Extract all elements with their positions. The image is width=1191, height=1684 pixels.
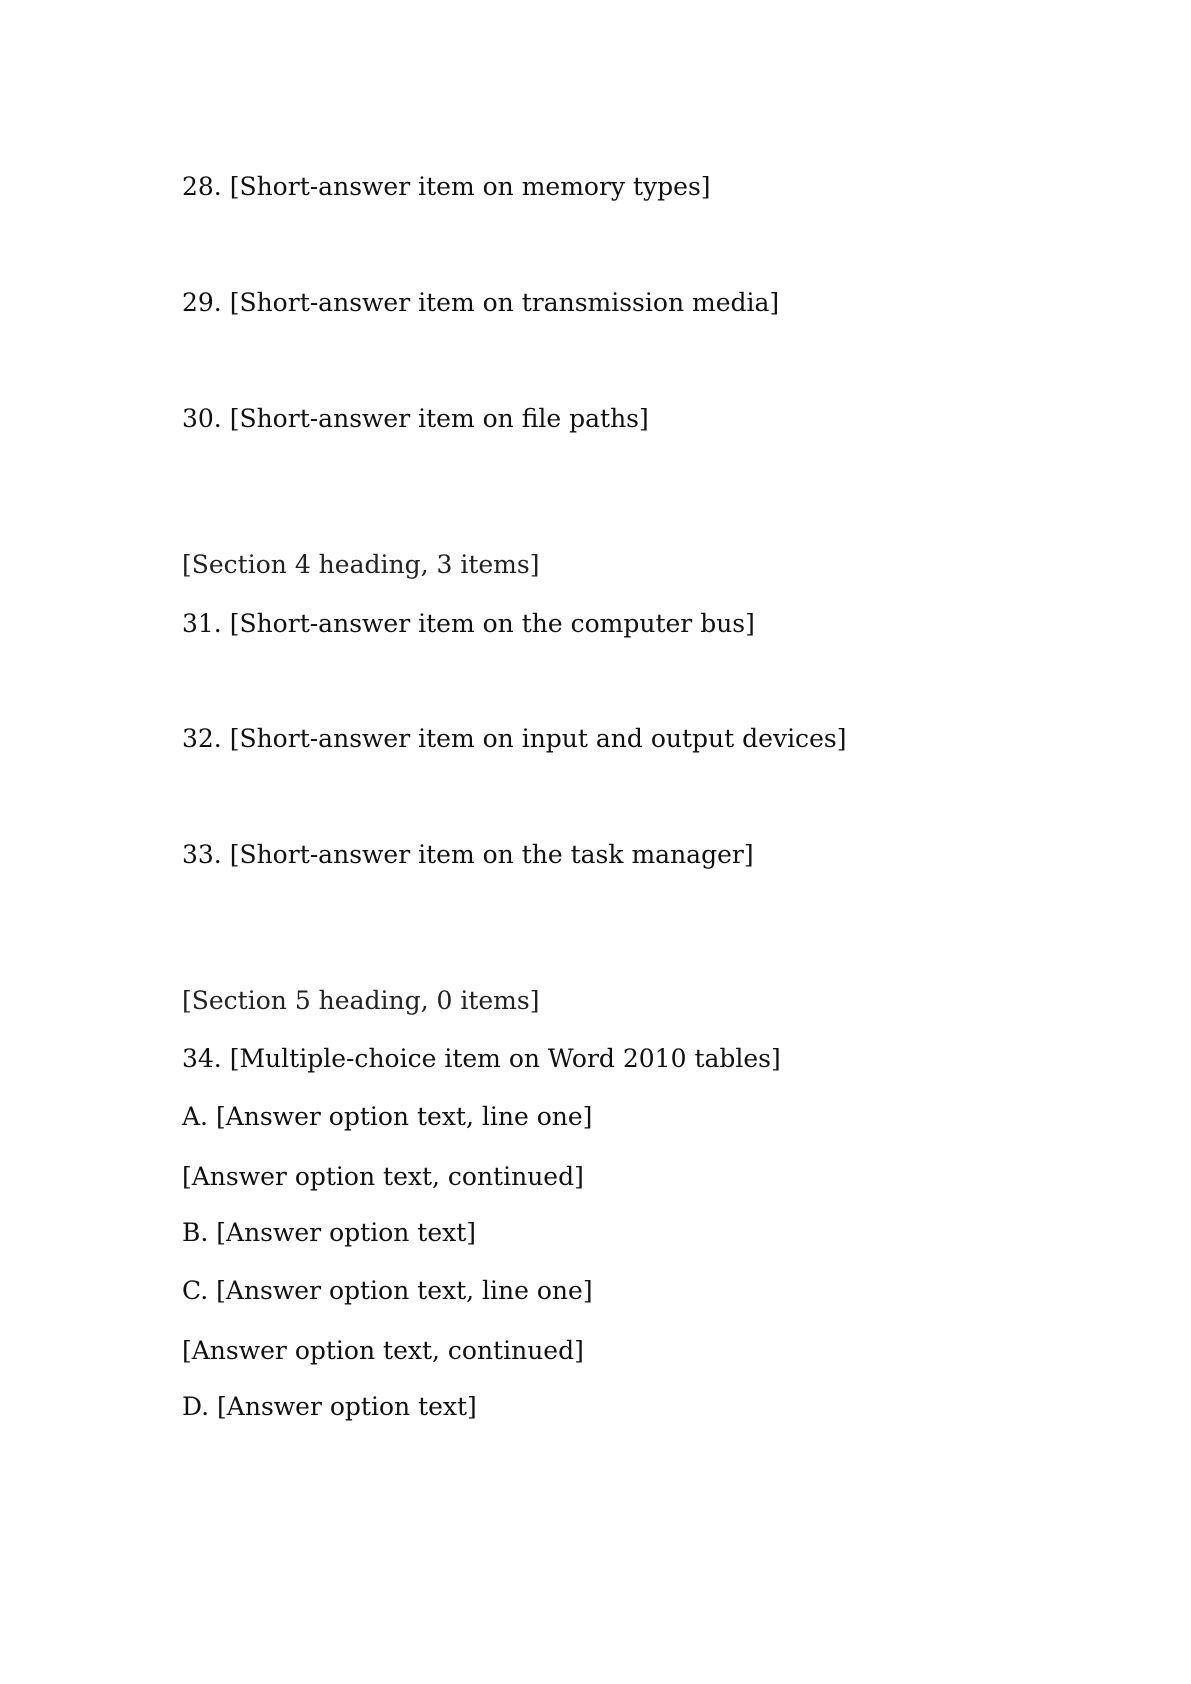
question-31: 31. [Short-answer item on the computer bus] [182,609,755,638]
question-34-stem: 34. [Multiple-choice item on Word 2010 tables] [182,1044,781,1073]
question-34-option-c-continued: [Answer option text, continued] [182,1336,584,1365]
section-five-heading: [Section 5 heading, 0 items] [182,986,540,1015]
question-34-option-b: B. [Answer option text] [182,1218,477,1247]
question-32: 32. [Short-answer item on input and output devices] [182,724,847,753]
question-33: 33. [Short-answer item on the task manager] [182,840,754,869]
question-28: 28. [Short-answer item on memory types] [182,172,711,201]
question-34-option-a: A. [Answer option text, line one] [182,1102,593,1131]
question-34-option-c: C. [Answer option text, line one] [182,1276,593,1305]
question-29: 29. [Short-answer item on transmission media] [182,288,780,317]
section-four-heading: [Section 4 heading, 3 items] [182,550,540,579]
question-34-option-d: D. [Answer option text] [182,1392,477,1421]
question-30: 30. [Short-answer item on file paths] [182,404,649,433]
question-34-option-a-continued: [Answer option text, continued] [182,1162,584,1191]
